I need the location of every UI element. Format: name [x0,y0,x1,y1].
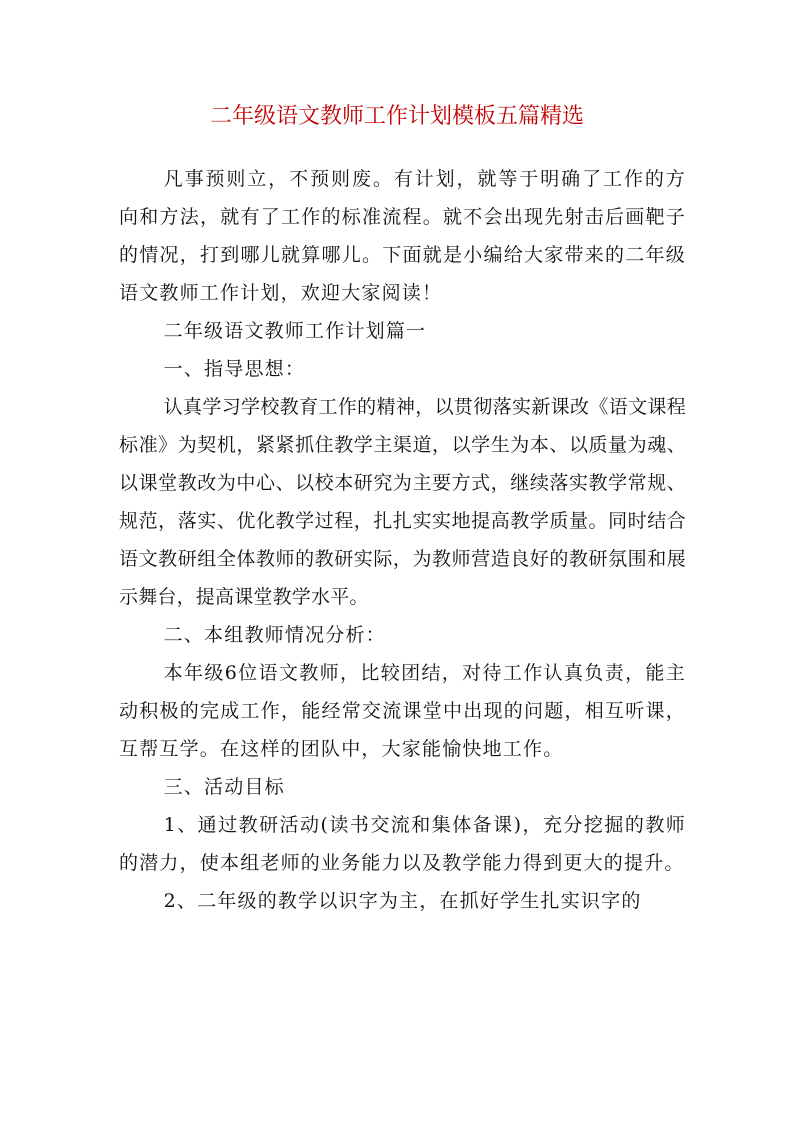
section-heading-plan-one: 二年级语文教师工作计划篇一 [163,320,427,342]
goal-item-1: 1、通过教研活动(读书交流和集体备课)，充分挖掘的教师的潜力，使本组老师的业务能力以及教学能力得到更大的提升。 [119,814,686,874]
goal-item-2: 2、二年级的教学以识字为主，在抓好学生扎实识字的 [163,890,642,912]
document-title: 二年级语文教师工作计划模板五篇精选 [209,104,584,129]
teacher-analysis-paragraph: 本年级6位语文教师，比较团结，对待工作认真负责，能主动积极的完成工作，能经常交流课堂中出现的问题，相互听课，互帮互学。在这样的团队中，大家能愉快地工作。 [119,662,686,760]
heading-guiding-thought: 一、指导思想： [163,358,306,380]
document-body [119,160,686,920]
heading-activity-goals: 三、活动目标 [163,776,285,798]
heading-teacher-analysis: 二、本组教师情况分析： [163,624,386,646]
guiding-thought-paragraph: 认真学习学校教育工作的精神，以贯彻落实新课改《语文课程标准》为契机，紧紧抓住教学主渠道，以学生为本、以质量为魂、以课堂教改为中心、以校本研究为主要方式，继续落实教学常规、规范，落实、优化教学过程，扎扎实实地提高教学质量。同时结合语文教研组全体教师的教研实际，为教师营造良好的教研氛围和展示舞台，提高课堂教学水平。 [119,396,686,608]
intro-paragraph: 凡事预则立，不预则废。有计划，就等于明确了工作的方向和方法，就有了工作的标准流程。就不会出现先射击后画靶子的情况，打到哪儿就算哪儿。下面就是小编给大家带来的二年级语文教师工作计划，欢迎大家阅读！ [119,168,686,304]
